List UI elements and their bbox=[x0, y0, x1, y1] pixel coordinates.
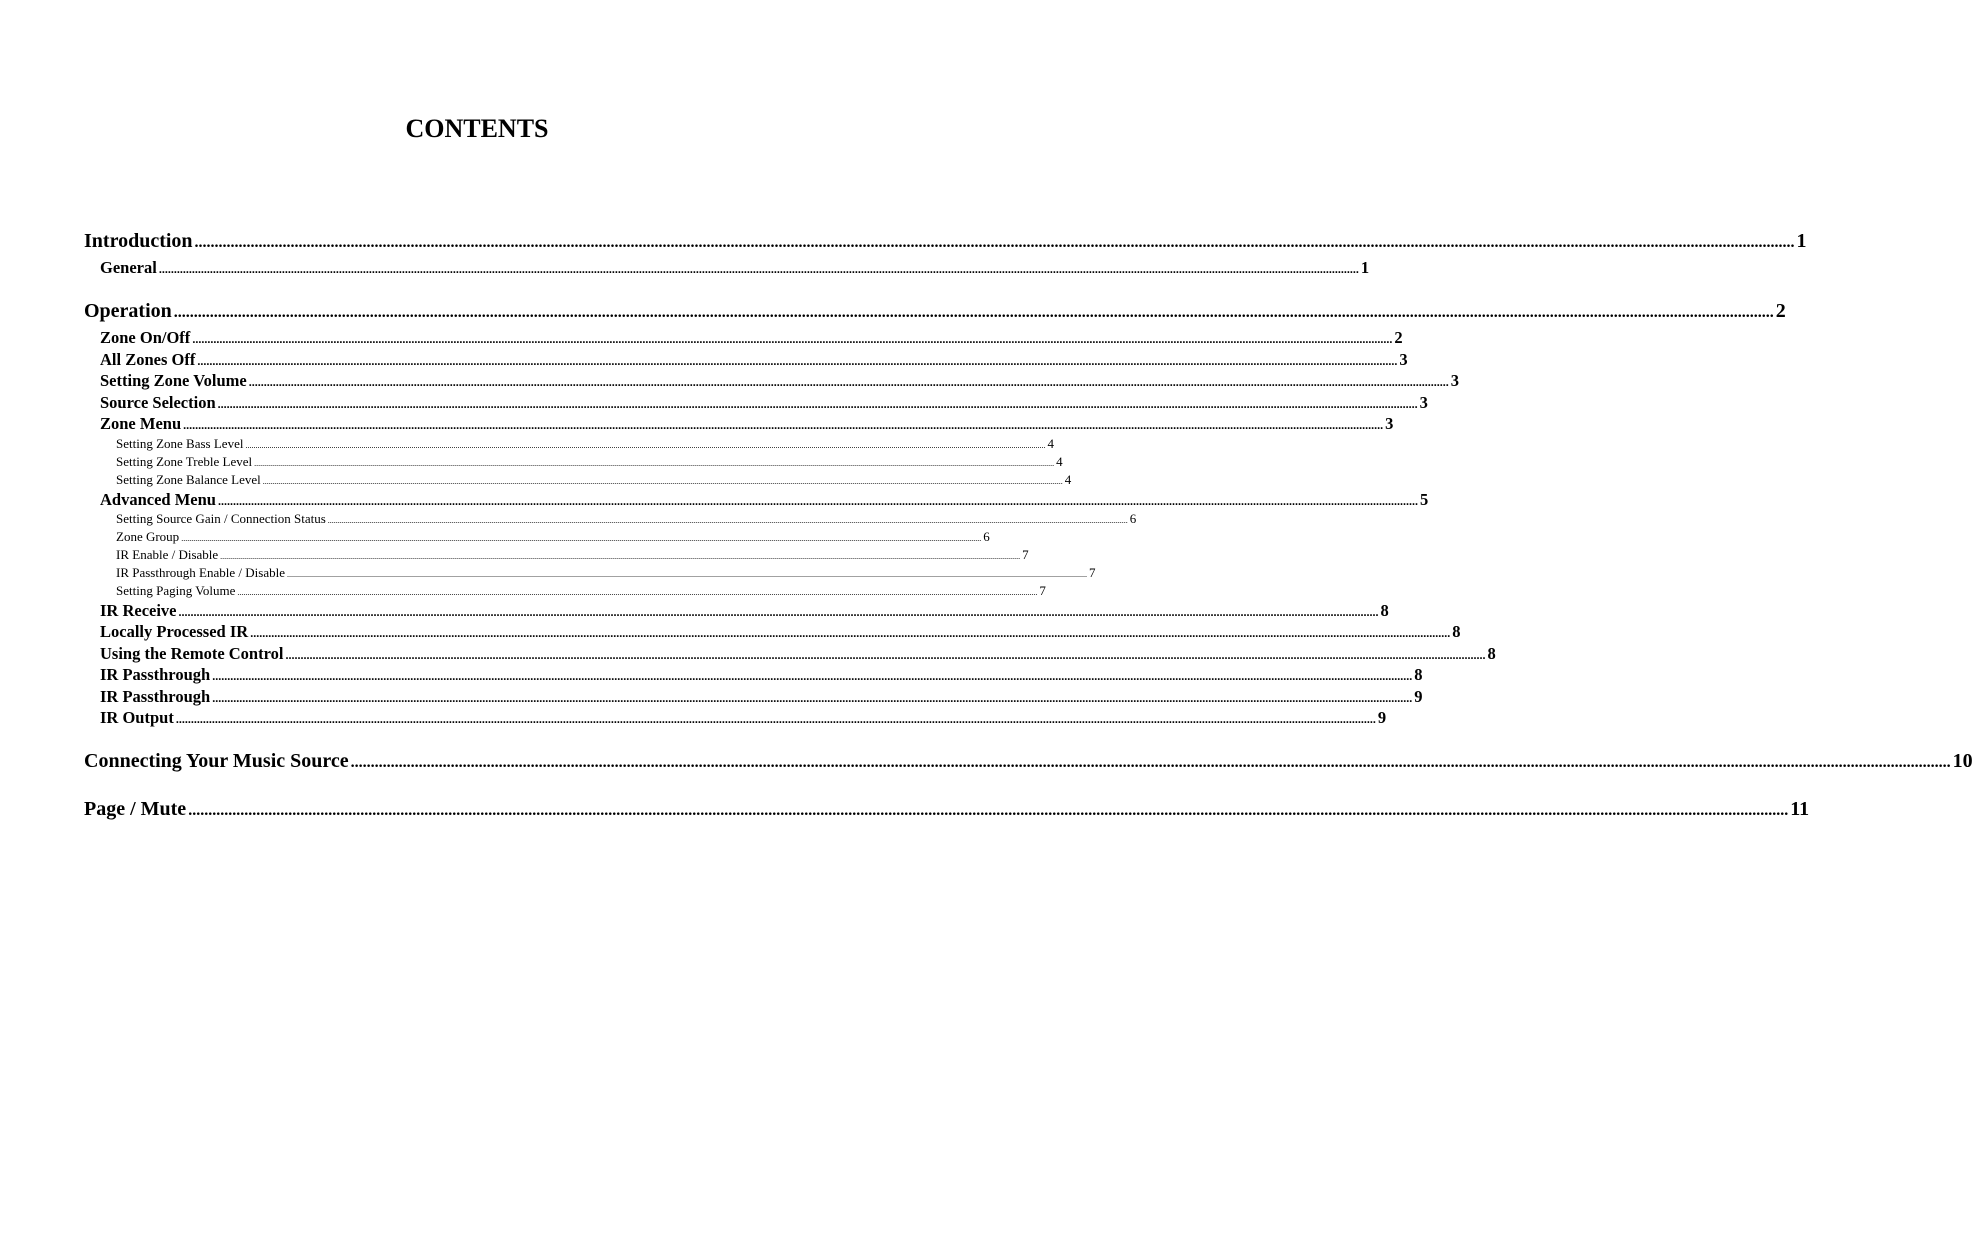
toc-entry[interactable] bbox=[100, 665, 1423, 686]
toc-entry[interactable] bbox=[100, 414, 1394, 435]
toc-entry-page-number: 5 bbox=[1419, 490, 1429, 509]
toc-entry-label: IR Output bbox=[100, 708, 174, 727]
toc-dot-leader: ................................................................................................................................................................................................................................................................................................................................................................................................................ bbox=[183, 418, 1384, 432]
toc-entry[interactable] bbox=[116, 583, 1046, 601]
toc-entry[interactable] bbox=[100, 258, 1370, 279]
toc-entry-label: Page / Mute bbox=[84, 798, 187, 820]
toc-entry-label: IR Passthrough bbox=[100, 687, 211, 706]
toc-entry-label: Setting Zone Bass Level bbox=[116, 436, 244, 451]
toc-dot-leader: ................................................................................................................................................................................................................................................................................................................................................................................................................ bbox=[217, 494, 1418, 508]
toc-entry[interactable] bbox=[100, 708, 1387, 729]
toc-entry-label: IR Passthrough Enable / Disable bbox=[116, 565, 285, 580]
toc-entry-page-number: 3 bbox=[1399, 350, 1408, 369]
toc-entry-page-number: 8 bbox=[1414, 665, 1423, 684]
toc-dot-leader: ................................................................................................................................................................................................................................................................................................................................................................................................................ bbox=[245, 441, 1046, 450]
toc-entry[interactable] bbox=[116, 472, 1072, 490]
toc-entry[interactable] bbox=[116, 454, 1063, 472]
toc-entry-page-number: 8 bbox=[1487, 644, 1496, 663]
toc-entry[interactable] bbox=[84, 749, 1973, 775]
toc-entry[interactable] bbox=[100, 371, 1459, 392]
toc-entry-page-number: 7 bbox=[1088, 565, 1096, 580]
toc-entry[interactable] bbox=[100, 350, 1408, 371]
toc-dot-leader: ................................................................................................................................................................................................................................................................................................................................................................................................................ bbox=[285, 648, 1486, 662]
toc-entry-label: All Zones Off bbox=[100, 350, 196, 369]
toc-entry[interactable] bbox=[100, 393, 1428, 414]
toc-entry-label: Operation bbox=[84, 300, 172, 322]
toc-dot-leader: ................................................................................................................................................................................................................................................................................................................................................................................................................ bbox=[178, 605, 1379, 619]
toc-entry-label: Zone Menu bbox=[100, 414, 182, 433]
toc-entry[interactable] bbox=[116, 511, 1137, 529]
toc-entry-page-number: 6 bbox=[983, 529, 990, 544]
toc-entry-page-number: 4 bbox=[1064, 472, 1072, 487]
toc-dot-leader: ................................................................................................................................................................................................................................................................................................................................................................................................................ bbox=[181, 534, 982, 543]
toc-entry[interactable] bbox=[116, 529, 990, 547]
toc-entry-label: Connecting Your Music Source bbox=[84, 750, 349, 772]
toc-entry[interactable] bbox=[100, 644, 1496, 665]
toc-dot-leader: ................................................................................................................................................................................................................................................................................................................................................................................................................ bbox=[350, 754, 1951, 771]
toc-entry-page-number: 7 bbox=[1039, 583, 1046, 598]
toc-entry-page-number: 3 bbox=[1385, 414, 1394, 433]
toc-entry-label: Zone Group bbox=[116, 529, 180, 544]
toc-dot-leader: ................................................................................................................................................................................................................................................................................................................................................................................................................ bbox=[173, 304, 1774, 321]
toc-entry-label: General bbox=[100, 258, 157, 277]
toc-dot-leader: ................................................................................................................................................................................................................................................................................................................................................................................................................ bbox=[286, 570, 1087, 579]
toc-entry[interactable] bbox=[100, 601, 1389, 622]
toc-dot-leader: ................................................................................................................................................................................................................................................................................................................................................................................................................ bbox=[158, 262, 1359, 276]
toc-dot-leader: ................................................................................................................................................................................................................................................................................................................................................................................................................ bbox=[254, 459, 1055, 468]
toc-entry-page-number: 4 bbox=[1056, 454, 1063, 469]
toc-entry-label: IR Enable / Disable bbox=[116, 547, 219, 562]
toc-dot-leader: ................................................................................................................................................................................................................................................................................................................................................................................................................ bbox=[220, 552, 1021, 561]
toc-entry-label: Introduction bbox=[84, 230, 193, 252]
toc-entry-page-number: 2 bbox=[1394, 328, 1403, 347]
toc-entry-page-number: 8 bbox=[1452, 622, 1461, 641]
toc-entry-page-number: 8 bbox=[1380, 601, 1389, 620]
toc-entry-page-number: 2 bbox=[1775, 300, 1786, 322]
toc-entry-page-number: 6 bbox=[1129, 511, 1137, 526]
toc-dot-leader: ................................................................................................................................................................................................................................................................................................................................................................................................................ bbox=[262, 477, 1063, 486]
toc-dot-leader: ................................................................................................................................................................................................................................................................................................................................................................................................................ bbox=[327, 516, 1128, 525]
toc-dot-leader: ................................................................................................................................................................................................................................................................................................................................................................................................................ bbox=[188, 802, 1789, 819]
toc-entry[interactable] bbox=[116, 436, 1054, 454]
toc-dot-leader: ................................................................................................................................................................................................................................................................................................................................................................................................................ bbox=[192, 332, 1393, 346]
toc-dot-leader: ................................................................................................................................................................................................................................................................................................................................................................................................................ bbox=[197, 354, 1398, 368]
toc-entry-label: Setting Zone Balance Level bbox=[116, 472, 261, 487]
toc-dot-leader: ................................................................................................................................................................................................................................................................................................................................................................................................................ bbox=[175, 712, 1376, 726]
toc-entry-page-number: 4 bbox=[1047, 436, 1054, 451]
toc-entry-label: Setting Zone Treble Level bbox=[116, 454, 253, 469]
toc-dot-leader: ................................................................................................................................................................................................................................................................................................................................................................................................................ bbox=[250, 626, 1451, 640]
toc-entry[interactable] bbox=[116, 547, 1029, 565]
toc-entry-page-number: 10 bbox=[1952, 750, 1973, 772]
toc-dot-leader: ................................................................................................................................................................................................................................................................................................................................................................................................................ bbox=[237, 588, 1038, 597]
toc-entry-label: Source Selection bbox=[100, 393, 216, 412]
toc-entry-page-number: 11 bbox=[1790, 798, 1810, 820]
toc-entry-label: Using the Remote Control bbox=[100, 644, 284, 663]
toc-entry-label: Zone On/Off bbox=[100, 328, 191, 347]
toc-entry[interactable] bbox=[100, 687, 1423, 708]
toc-entry[interactable] bbox=[116, 565, 1096, 583]
toc-entry-label: Setting Paging Volume bbox=[116, 583, 236, 598]
toc-entry[interactable] bbox=[100, 328, 1403, 349]
toc-entry[interactable] bbox=[84, 299, 1786, 325]
toc-dot-leader: ................................................................................................................................................................................................................................................................................................................................................................................................................ bbox=[212, 691, 1413, 705]
toc-dot-leader: ................................................................................................................................................................................................................................................................................................................................................................................................................ bbox=[217, 397, 1418, 411]
toc-dot-leader: ................................................................................................................................................................................................................................................................................................................................................................................................................ bbox=[212, 669, 1413, 683]
toc-entry-page-number: 3 bbox=[1450, 371, 1459, 390]
toc-entry-label: IR Receive bbox=[100, 601, 177, 620]
toc-entry-label: IR Passthrough bbox=[100, 665, 211, 684]
toc-entry-page-number: 1 bbox=[1360, 258, 1370, 277]
toc-entry[interactable] bbox=[100, 490, 1429, 511]
toc-entry-label: Advanced Menu bbox=[100, 490, 216, 509]
toc-entry-page-number: 1 bbox=[1796, 230, 1807, 252]
toc-entry-label: Setting Zone Volume bbox=[100, 371, 247, 390]
toc-entry-page-number: 9 bbox=[1377, 708, 1387, 727]
toc-entry-label: Locally Processed IR bbox=[100, 622, 249, 641]
page-title: CONTENTS bbox=[405, 114, 549, 143]
toc-entry-page-number: 3 bbox=[1419, 393, 1428, 412]
toc-entry[interactable] bbox=[84, 229, 1807, 255]
toc-entry[interactable] bbox=[100, 622, 1461, 643]
toc-entry[interactable] bbox=[84, 797, 1810, 823]
toc-entry-label: Setting Source Gain / Connection Status bbox=[116, 511, 326, 526]
toc-entry-page-number: 9 bbox=[1414, 687, 1423, 706]
toc-dot-leader: ................................................................................................................................................................................................................................................................................................................................................................................................................ bbox=[248, 375, 1449, 389]
toc-entry-page-number: 7 bbox=[1022, 547, 1029, 562]
toc-dot-leader: ................................................................................................................................................................................................................................................................................................................................................................................................................ bbox=[194, 234, 1795, 251]
